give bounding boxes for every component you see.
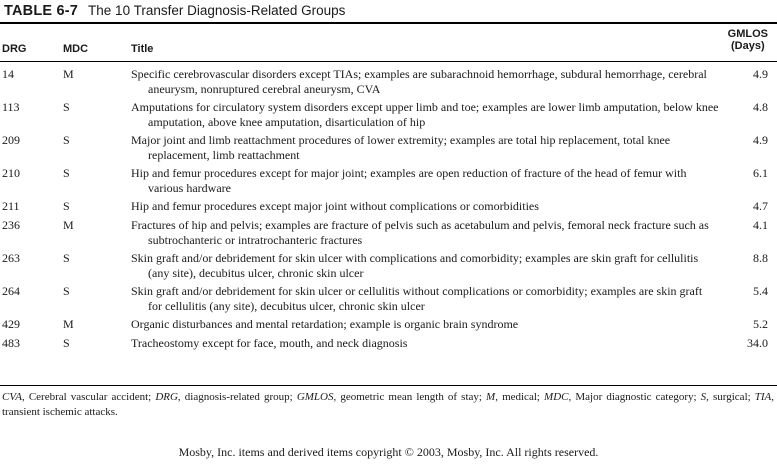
table-label: TABLE 6-7 [4, 3, 79, 19]
footnote-def: geometric mean length of stay [340, 391, 479, 403]
table-row [0, 100, 777, 133]
table-caption [4, 2, 773, 22]
col-header-gmlos [728, 28, 768, 52]
cell-gmlos: 4.9 [753, 133, 768, 147]
cell-mdc: S [63, 133, 70, 147]
col-header-drg: DRG [2, 43, 27, 55]
table-row [0, 317, 777, 336]
cell-title [131, 218, 719, 248]
footnote-abbr: S [700, 391, 707, 403]
cell-title-text: Fractures of hip and pelvis; examples are fracture of pelvis such as acetabulum and pelvis, femoral neck fracture such as subtrochanteric or intratrochanteric fractures [131, 218, 709, 247]
cell-mdc: S [63, 284, 70, 298]
table-footnote: CVA, Cerebral vascular accident; DRG, diagnosis-related group; GMLOS, geometric mean length of stay; M, medical; MDC, Major diagnostic category; S, surgical; TIA, transient ischemic attacks. [2, 391, 775, 418]
footnote-def: medical [502, 391, 537, 403]
cell-title-text: Tracheostomy except for face, mouth, and neck diagnosis [131, 336, 408, 350]
col-header-gmlos-line2: (Days) [731, 40, 765, 52]
table-title: The 10 Transfer Diagnosis-Related Groups [88, 3, 346, 18]
cell-title-text: Skin graft and/or debridement for skin ulcer or cellulitis without complications or comorbidity; examples are skin graft for cellulitis (any site), decubitus ulcer, chronic skin ulcer [131, 284, 703, 313]
cell-mdc: M [63, 218, 74, 232]
footnote-def: diagnosis-related group [184, 391, 290, 403]
col-header-gmlos-line1: GMLOS [727, 28, 768, 40]
cell-drg: 264 [2, 284, 20, 298]
table-row [0, 166, 777, 199]
cell-title [131, 199, 719, 214]
cell-title-text: Organic disturbances and mental retardation; example is organic brain syndrome [131, 317, 519, 331]
footnote-abbr: CVA [2, 391, 22, 403]
footnote-abbr: GMLOS [296, 391, 334, 403]
cell-title [131, 133, 719, 163]
cell-title-text: Skin graft and/or debridement for skin ulcer with complications and comorbidity; examples are skin graft for cellulitis (any site), decubitus ulcer, chronic skin ulcer [131, 251, 699, 280]
cell-title [131, 251, 719, 281]
footnote-def: transient ischemic attacks [2, 406, 116, 418]
table-row [0, 251, 777, 284]
table-row [0, 284, 777, 317]
cell-title [131, 284, 719, 314]
cell-mdc: S [63, 336, 70, 350]
col-header-title: Title [131, 43, 154, 55]
cell-gmlos: 5.2 [753, 317, 768, 331]
cell-drg: 236 [2, 218, 20, 232]
cell-drg: 429 [2, 317, 20, 331]
cell-title [131, 317, 719, 332]
cell-gmlos: 34.0 [747, 336, 768, 350]
cell-drg: 211 [2, 199, 20, 213]
cell-title-text: Amputations for circulatory system disorders except upper limb and toe; examples are lower limb amputation, below knee amputation, above knee amputation, disarticulation of hip [131, 100, 719, 129]
table-row [0, 199, 777, 218]
table-row [0, 67, 777, 100]
footnote-def: surgical [713, 391, 748, 403]
copyright-notice: Mosby, Inc. items and derived items copyright © 2003, Mosby, Inc. All rights reserved. [178, 445, 599, 459]
cell-title-text: Major joint and limb reattachment procedures of lower extremity; examples are total hip replacement, total knee replacement, limb reattachment [131, 133, 671, 162]
cell-gmlos: 4.7 [753, 199, 768, 213]
cell-title [131, 67, 719, 97]
table-row [0, 336, 777, 355]
cell-mdc: S [63, 199, 70, 213]
top-rule [0, 22, 777, 24]
cell-gmlos: 4.9 [753, 67, 768, 81]
cell-title-text: Hip and femur procedures except major joint without complications or comorbidities [131, 199, 539, 213]
cell-mdc: M [63, 67, 74, 81]
cell-title [131, 166, 719, 196]
cell-mdc: M [63, 317, 74, 331]
footnote-def: Major diagnostic category [575, 391, 694, 403]
footnote-abbr: DRG [155, 391, 178, 403]
cell-drg: 483 [2, 336, 20, 350]
cell-mdc: S [63, 100, 70, 114]
cell-mdc: S [63, 166, 70, 180]
cell-drg: 263 [2, 251, 20, 265]
cell-title [131, 100, 719, 130]
bottom-rule [0, 385, 777, 386]
cell-drg: 209 [2, 133, 20, 147]
cell-gmlos: 6.1 [753, 166, 768, 180]
header-rule [0, 61, 777, 62]
cell-drg: 14 [2, 67, 14, 81]
cell-gmlos: 4.8 [753, 100, 768, 114]
cell-mdc: S [63, 251, 70, 265]
cell-title-text: Specific cerebrovascular disorders except TIAs; examples are subarachnoid hemorrhage, subdural hemorrhage, cerebral aneurysm, nonruptured cerebral aneurysm, CVA [131, 67, 707, 96]
cell-drg: 113 [2, 100, 20, 114]
footnote-abbr: TIA [754, 391, 772, 403]
cell-title-text: Hip and femur procedures except for major joint; examples are open reduction of fracture of the head of femur with various hardware [131, 166, 687, 195]
cell-gmlos: 5.4 [753, 284, 768, 298]
cell-gmlos: 4.1 [753, 218, 768, 232]
table-row [0, 218, 777, 251]
cell-gmlos: 8.8 [753, 251, 768, 265]
table-row [0, 133, 777, 166]
footnote-def: Cerebral vascular accident [28, 391, 149, 403]
footnote-abbr: M [486, 391, 496, 403]
cell-title [131, 336, 719, 351]
footnote-abbr: MDC [544, 391, 569, 403]
cell-drg: 210 [2, 166, 20, 180]
col-header-mdc: MDC [63, 43, 89, 55]
